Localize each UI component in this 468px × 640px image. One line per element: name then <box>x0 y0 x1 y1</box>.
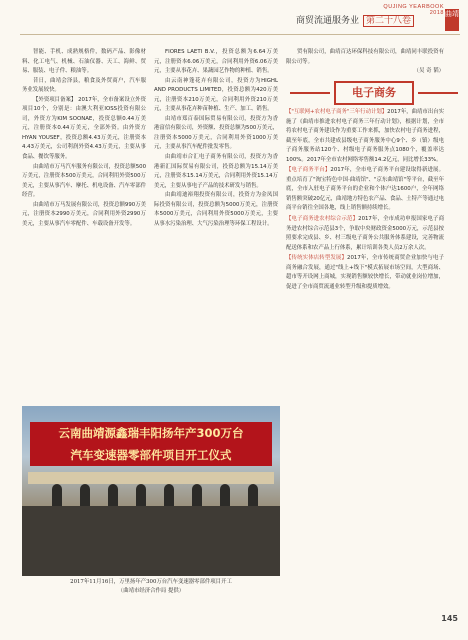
section-heading: 电子商务 <box>334 81 414 105</box>
text-column-1 <box>22 48 146 229</box>
entry-heading: 【传统实体店转型发展】 <box>286 255 348 262</box>
text-column-3-top <box>286 48 444 77</box>
yearbook-label: QUJING YEARBOOK 2018 <box>383 4 444 16</box>
banner-line-2: 汽车变速器零部件项目开工仪式 <box>70 448 232 462</box>
entry-body: 2017年，全市传统商贸企业加快与电子商务融合发展，通过"线上+线下"模式拓展市场空间，大型商场、超市等开设网上商城，实现销售额较快增长，带动就业岗位增加，促进了全市商贸流通业转型升级和提质增效。 <box>286 255 444 290</box>
article-entry <box>286 215 444 253</box>
section-running-title <box>296 13 446 29</box>
banner-line-1: 云南曲靖源鑫瑞丰阳扬年产300万台 <box>58 426 244 440</box>
ceremony-banner <box>30 422 272 466</box>
entry-heading: 【"互联网+农村电子商务"三年行动计划】 <box>286 109 388 115</box>
page-header <box>0 0 468 44</box>
paragraph: 昔日，曲靖会泽县，粮食及外贸商户，汽车服务业发展较快。 <box>22 77 146 94</box>
paragraph: 由曲靖市万马汽车服务有限公司，投资总额500万美元，注册资本500万美元，合同利用外资500万美元，主要从事汽车、摩托、机电设备、汽车零部件经营。 <box>22 163 146 199</box>
paragraph: FIORES LAETI B.V.，投资总额为6.64万美元，注册资本6.06万美元，合同利用外资6.06万美元，主要从事花卉、果蔬园艺作物的种植、销售。 <box>154 49 278 75</box>
paragraph: 【外资项目备案】 2017年，全市备案设立外资项目10个，分别是：由澳大利亚IOSS投资有限公司，外资方为KIM SOONAE，投资总额0.44万美元，注册资本0.44万美元，全部外资。由外资方HYAN YOUSEF，投资总额4.43万美元，注册资本4.43万美元，公司利润外资4.43万美元，主要从事食品、餐饮等服务。 <box>22 96 146 161</box>
entry-body: 2017年，曲靖市出台实施了《曲靖市推进农村电子商务三年行动计划》，根据计划，全市将农村电子商务建设作为重要工作来抓，加快农村电子商务进程，截至年底，全市共建成县级电子商务服务中心9个、乡（镇）级电子商务服务站120个、村级电子商务服务点1080个，覆盖率达100%。2017年全市农村网络零售额14.2亿元，同比增长33%。 <box>286 109 444 163</box>
audience-crowd <box>22 506 280 576</box>
paragraph: 由靖市郑百泰国际贸易有限公司，投资方为香港富信有限公司，外资额、投资总额为500万美元，注册资本5000万美元，合同利用外资1000万美元，主要从事汽车配件批发零售。 <box>154 115 278 151</box>
ceremony-photo <box>22 406 280 576</box>
paragraph: 智能、手机、成熟规格件，数码产品、影像材料、化工电气、机械、石油仪器、天工、海鲜、贸易、服装、电子件、粮油等。 <box>22 49 146 75</box>
article-entry <box>286 254 444 292</box>
page-number: 145 <box>441 614 458 623</box>
entry-heading: 【电子商务平台】 <box>286 167 331 174</box>
volume-label: 第二十八卷 <box>363 15 414 27</box>
text-column-3 <box>286 108 444 293</box>
caption-credit: （曲靖市经济合作局 提供） <box>117 588 185 594</box>
paragraph: 由曲靖市合汇电子商务有限公司，投资方为香港新汇国际贸易有限公司，投资总额为15.14万美元，注册资本15.14万美元，合同利用外资15.14万美元，主要从事电子产品的技术研发与销售。 <box>154 154 278 189</box>
stage-platform <box>28 472 274 484</box>
paragraph: 贸有限公司，曲靖百达环保科技有限公司，曲靖同丰联投资有限公司等。 <box>286 49 444 65</box>
article-entry <box>286 108 444 165</box>
article-entry <box>286 166 444 214</box>
paragraph: 由曲靖迪裕翔投资有限公司，投资方为金凤国际投资有限公司，投资总额为5000万美元，注册资本5000万美元，合同利用外资5000万美元，主要从事水污染治理、大气污染治理等环保工程设计。 <box>154 192 278 227</box>
paragraph: 由曲靖市万马发展有限公司，投资总额990万美元，注册资本2990万美元，合同利用外资2990万美元，主要从事汽车零配件、车载设备开发等。 <box>22 201 146 227</box>
entry-heading: 【电子商务进农村综合示范】 <box>286 216 359 223</box>
entry-body: 2017年，全市成功申报国家电子商务进农村综合示范县3个，争取中央财政资金5000万元，示范县按照要求完成县、乡、村三级电子商务公共服务体系建设，完善物流配送体系和农产品上行体系，累计培训各类人员2万余人次。 <box>286 216 444 251</box>
photo-caption <box>22 578 280 596</box>
paragraph: 由云南神蓬花卉有限公司，投资方为HIGHL AND PRODUCTS LIMITED，投资总额为420万美元，注册资本210万美元，合同利用外资210万美元，主要从事花卉种苗种植、生产、加工、销售。 <box>154 77 278 113</box>
caption-line-1: 2017年11月16日，万里扬年产300万台汽车变速器零部件项目开工 <box>70 579 232 585</box>
entry-body: 2017年，全市电子商务平台建设取得新进展。重点培育了"淘宝特色中国·曲靖馆"、"京东曲靖馆"等平台，截至年底，全市入驻电子商务平台的企业和个体户达1600户，全年网络销售额突破20亿元，曲靖地方特色农产品、食品、土特产等通过电商平台销往全国各地，线上销售额持续增长。 <box>286 167 444 212</box>
header-divider <box>20 34 460 35</box>
text-column-2 <box>154 48 278 229</box>
author-credit: （吴 奇 韬） <box>413 68 444 75</box>
header-badge: 曲靖 <box>445 9 459 31</box>
running-title-text: 商贸流通服务业 <box>296 16 360 26</box>
